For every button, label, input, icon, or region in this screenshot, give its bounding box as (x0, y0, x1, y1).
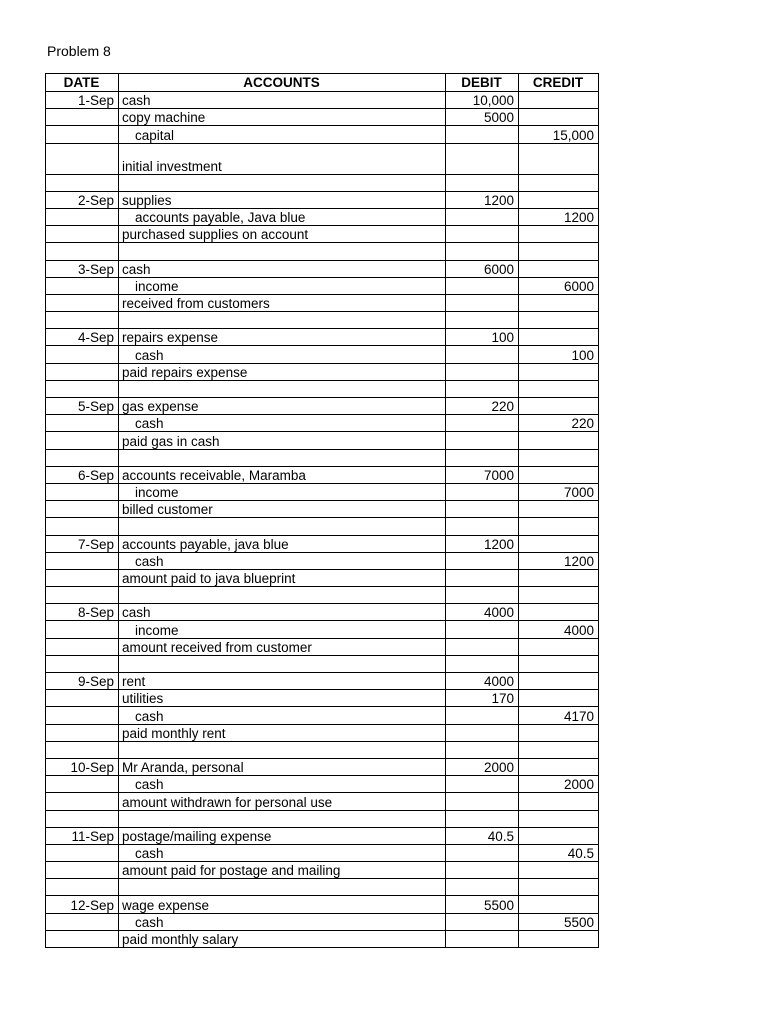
credit-cell (519, 810, 599, 827)
account-cell: income (119, 483, 446, 500)
credit-cell (519, 690, 599, 707)
credit-cell: 4170 (519, 707, 599, 724)
credit-cell: 220 (519, 415, 599, 432)
credit-cell (519, 294, 599, 311)
account-cell: wage expense (119, 896, 446, 913)
credit-cell (519, 380, 599, 397)
table-row (46, 930, 599, 947)
table-row (46, 466, 599, 483)
debit-cell (446, 793, 519, 810)
table-row (46, 913, 599, 930)
journal-table (45, 73, 599, 948)
credit-cell (519, 604, 599, 621)
table-row (46, 174, 599, 191)
account-cell: purchased supplies on account (119, 226, 446, 243)
account-cell: amount received from customer (119, 638, 446, 655)
account-cell: supplies (119, 191, 446, 208)
table-row (46, 776, 599, 793)
debit-cell (446, 810, 519, 827)
date-cell (46, 226, 119, 243)
account-cell: cash (119, 844, 446, 861)
date-cell (46, 126, 119, 143)
date-cell: 2-Sep (46, 191, 119, 208)
account-cell: initial investment (119, 143, 446, 174)
credit-cell (519, 638, 599, 655)
credit-cell (519, 827, 599, 844)
account-cell (119, 741, 446, 758)
account-cell: accounts payable, Java blue (119, 208, 446, 225)
table-row (46, 415, 599, 432)
debit-cell (446, 243, 519, 260)
debit-cell (446, 174, 519, 191)
account-cell (119, 810, 446, 827)
date-cell (46, 501, 119, 518)
table-row (46, 896, 599, 913)
date-cell (46, 879, 119, 896)
date-cell: 8-Sep (46, 604, 119, 621)
date-cell (46, 793, 119, 810)
debit-cell: 10,000 (446, 92, 519, 109)
date-cell (46, 844, 119, 861)
debit-cell: 170 (446, 690, 519, 707)
account-cell: accounts payable, java blue (119, 535, 446, 552)
debit-cell: 1200 (446, 535, 519, 552)
table-row (46, 879, 599, 896)
date-cell: 1-Sep (46, 92, 119, 109)
credit-cell (519, 363, 599, 380)
credit-cell (519, 879, 599, 896)
debit-cell (446, 655, 519, 672)
account-cell: paid monthly rent (119, 724, 446, 741)
date-cell (46, 913, 119, 930)
account-cell (119, 879, 446, 896)
date-cell (46, 277, 119, 294)
table-row (46, 260, 599, 277)
account-cell: income (119, 277, 446, 294)
debit-cell (446, 501, 519, 518)
account-cell: cash (119, 92, 446, 109)
credit-cell (519, 655, 599, 672)
debit-cell (446, 208, 519, 225)
debit-cell (446, 518, 519, 535)
table-row (46, 827, 599, 844)
debit-cell (446, 724, 519, 741)
account-cell: amount paid for postage and mailing (119, 862, 446, 879)
date-cell (46, 621, 119, 638)
credit-cell: 40.5 (519, 844, 599, 861)
account-cell: copy machine (119, 109, 446, 126)
date-cell: 4-Sep (46, 329, 119, 346)
account-cell: cash (119, 415, 446, 432)
date-cell (46, 312, 119, 329)
credit-cell (519, 741, 599, 758)
debit-cell (446, 449, 519, 466)
credit-cell (519, 673, 599, 690)
table-row (46, 518, 599, 535)
debit-cell (446, 879, 519, 896)
account-cell (119, 174, 446, 191)
account-cell: cash (119, 776, 446, 793)
journal-body (46, 92, 599, 948)
debit-cell: 4000 (446, 673, 519, 690)
table-row (46, 208, 599, 225)
table-row (46, 143, 599, 174)
table-row (46, 277, 599, 294)
credit-cell: 15,000 (519, 126, 599, 143)
debit-cell (446, 913, 519, 930)
table-row (46, 294, 599, 311)
account-cell: utilities (119, 690, 446, 707)
table-row (46, 724, 599, 741)
account-cell: gas expense (119, 398, 446, 415)
debit-cell (446, 432, 519, 449)
table-row (46, 243, 599, 260)
credit-cell (519, 143, 599, 174)
credit-cell: 4000 (519, 621, 599, 638)
credit-cell (519, 862, 599, 879)
account-cell: paid monthly salary (119, 930, 446, 947)
debit-cell (446, 862, 519, 879)
date-cell (46, 294, 119, 311)
date-cell (46, 776, 119, 793)
header-row (46, 74, 599, 92)
credit-cell: 100 (519, 346, 599, 363)
date-cell (46, 483, 119, 500)
account-cell: cash (119, 707, 446, 724)
date-cell: 12-Sep (46, 896, 119, 913)
debit-cell (446, 363, 519, 380)
credit-cell (519, 191, 599, 208)
debit-cell: 220 (446, 398, 519, 415)
debit-cell: 1200 (446, 191, 519, 208)
account-cell (119, 243, 446, 260)
credit-cell (519, 432, 599, 449)
table-row (46, 707, 599, 724)
credit-cell (519, 793, 599, 810)
table-row (46, 673, 599, 690)
credit-cell: 5500 (519, 913, 599, 930)
debit-cell (446, 294, 519, 311)
date-cell (46, 707, 119, 724)
credit-cell (519, 896, 599, 913)
page-title: Problem 8 (47, 43, 111, 59)
date-cell (46, 741, 119, 758)
date-cell (46, 587, 119, 604)
debit-cell: 2000 (446, 758, 519, 775)
debit-cell: 40.5 (446, 827, 519, 844)
date-cell (46, 109, 119, 126)
table-row (46, 535, 599, 552)
debit-cell: 6000 (446, 260, 519, 277)
credit-cell: 6000 (519, 277, 599, 294)
credit-cell (519, 466, 599, 483)
account-cell: postage/mailing expense (119, 827, 446, 844)
debit-cell: 5500 (446, 896, 519, 913)
credit-cell (519, 243, 599, 260)
debit-cell (446, 380, 519, 397)
table-row (46, 483, 599, 500)
account-cell: cash (119, 913, 446, 930)
date-cell (46, 569, 119, 586)
debit-cell (446, 346, 519, 363)
credit-cell: 1200 (519, 208, 599, 225)
date-cell (46, 810, 119, 827)
table-row (46, 552, 599, 569)
credit-cell (519, 449, 599, 466)
account-cell: cash (119, 552, 446, 569)
debit-cell (446, 741, 519, 758)
table-row (46, 844, 599, 861)
date-cell (46, 638, 119, 655)
debit-cell: 5000 (446, 109, 519, 126)
date-cell: 6-Sep (46, 466, 119, 483)
credit-cell (519, 569, 599, 586)
header-credit: CREDIT (519, 74, 599, 92)
table-row (46, 109, 599, 126)
table-row (46, 398, 599, 415)
table-row (46, 862, 599, 879)
table-row (46, 810, 599, 827)
account-cell: amount paid to java blueprint (119, 569, 446, 586)
account-cell: Mr Aranda, personal (119, 758, 446, 775)
account-cell: capital (119, 126, 446, 143)
date-cell (46, 174, 119, 191)
table-row (46, 449, 599, 466)
table-row (46, 587, 599, 604)
date-cell (46, 930, 119, 947)
date-cell (46, 518, 119, 535)
account-cell: amount withdrawn for personal use (119, 793, 446, 810)
debit-cell (446, 844, 519, 861)
debit-cell: 7000 (446, 466, 519, 483)
debit-cell (446, 587, 519, 604)
table-row (46, 380, 599, 397)
account-cell: cash (119, 260, 446, 277)
credit-cell (519, 587, 599, 604)
table-row (46, 432, 599, 449)
table-row (46, 690, 599, 707)
debit-cell (446, 483, 519, 500)
date-cell: 11-Sep (46, 827, 119, 844)
account-cell (119, 449, 446, 466)
date-cell (46, 346, 119, 363)
date-cell (46, 243, 119, 260)
account-cell: cash (119, 346, 446, 363)
credit-cell (519, 174, 599, 191)
credit-cell (519, 724, 599, 741)
table-row (46, 312, 599, 329)
credit-cell: 2000 (519, 776, 599, 793)
credit-cell (519, 518, 599, 535)
debit-cell (446, 707, 519, 724)
debit-cell (446, 415, 519, 432)
debit-cell (446, 226, 519, 243)
account-cell (119, 587, 446, 604)
debit-cell (446, 126, 519, 143)
account-cell (119, 380, 446, 397)
header-accounts: ACCOUNTS (119, 74, 446, 92)
date-cell (46, 690, 119, 707)
debit-cell (446, 569, 519, 586)
table-row (46, 92, 599, 109)
date-cell (46, 724, 119, 741)
credit-cell (519, 312, 599, 329)
account-cell: repairs expense (119, 329, 446, 346)
account-cell (119, 518, 446, 535)
account-cell: received from customers (119, 294, 446, 311)
debit-cell: 100 (446, 329, 519, 346)
debit-cell: 4000 (446, 604, 519, 621)
table-row (46, 126, 599, 143)
credit-cell: 1200 (519, 552, 599, 569)
credit-cell (519, 260, 599, 277)
account-cell: cash (119, 604, 446, 621)
credit-cell (519, 535, 599, 552)
header-date: DATE (46, 74, 119, 92)
date-cell: 7-Sep (46, 535, 119, 552)
date-cell (46, 208, 119, 225)
table-row (46, 793, 599, 810)
credit-cell (519, 92, 599, 109)
table-row (46, 363, 599, 380)
account-cell: paid repairs expense (119, 363, 446, 380)
date-cell (46, 415, 119, 432)
table-row (46, 569, 599, 586)
date-cell (46, 449, 119, 466)
date-cell: 5-Sep (46, 398, 119, 415)
table-row (46, 621, 599, 638)
account-cell: rent (119, 673, 446, 690)
credit-cell (519, 758, 599, 775)
debit-cell (446, 776, 519, 793)
header-debit: DEBIT (446, 74, 519, 92)
debit-cell (446, 143, 519, 174)
table-row (46, 226, 599, 243)
date-cell (46, 655, 119, 672)
date-cell (46, 380, 119, 397)
debit-cell (446, 312, 519, 329)
table-row (46, 741, 599, 758)
credit-cell (519, 501, 599, 518)
date-cell (46, 862, 119, 879)
account-cell: paid gas in cash (119, 432, 446, 449)
debit-cell (446, 621, 519, 638)
debit-cell (446, 277, 519, 294)
date-cell: 9-Sep (46, 673, 119, 690)
debit-cell (446, 552, 519, 569)
date-cell (46, 552, 119, 569)
debit-cell (446, 638, 519, 655)
date-cell (46, 432, 119, 449)
credit-cell (519, 109, 599, 126)
account-cell (119, 655, 446, 672)
date-cell (46, 363, 119, 380)
account-cell: accounts receivable, Maramba (119, 466, 446, 483)
table-row (46, 346, 599, 363)
date-cell: 10-Sep (46, 758, 119, 775)
credit-cell (519, 398, 599, 415)
account-cell (119, 312, 446, 329)
table-row (46, 638, 599, 655)
account-cell: billed customer (119, 501, 446, 518)
date-cell (46, 143, 119, 174)
debit-cell (446, 930, 519, 947)
table-row (46, 191, 599, 208)
table-row (46, 501, 599, 518)
credit-cell (519, 329, 599, 346)
credit-cell: 7000 (519, 483, 599, 500)
date-cell: 3-Sep (46, 260, 119, 277)
credit-cell (519, 226, 599, 243)
table-row (46, 758, 599, 775)
table-row (46, 655, 599, 672)
credit-cell (519, 930, 599, 947)
account-cell: income (119, 621, 446, 638)
table-row (46, 604, 599, 621)
table-row (46, 329, 599, 346)
